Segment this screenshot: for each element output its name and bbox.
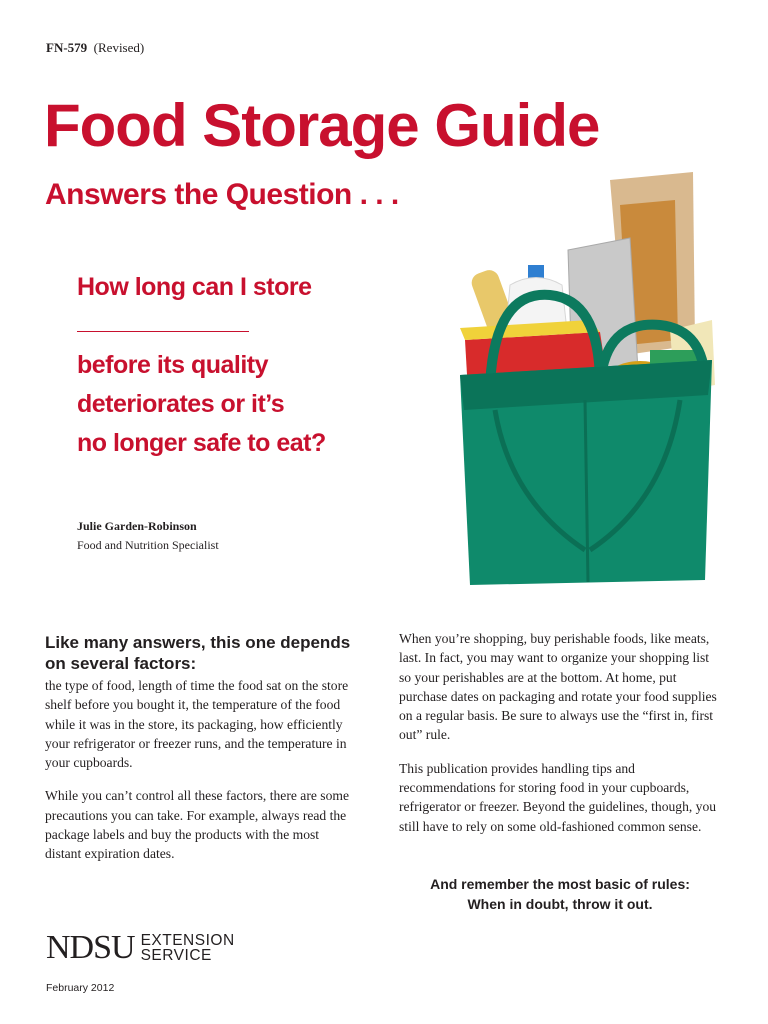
question-line-2: before its quality [77,351,269,379]
right-column-paragraph-1: When you’re shopping, buy perishable foods, like meats, last. In fact, you may want to organize your shopping list so your perishables are at the bottom. At home, put purchase dates on packaging and rotate your food supplies on a regular basis. Be sure to always use the “first in, first out” rule. [399,631,717,743]
question-line-4: no longer safe to eat? [77,429,326,457]
right-column-paragraph-2: This publication provides handling tips and recommendations for storing food in your cupboards, refrigerator or freezer. Beyond the guidelines, though, you still have to rely on some old-fashioned common sense. [399,760,717,834]
logo-line-1: EXTENSION [140,932,235,949]
right-column [399,629,721,850]
question-line-3: deteriorates or it’s [77,390,285,418]
basic-rule-callout [399,874,721,914]
author-block [77,517,219,555]
basic-rule-line-2: When in doubt, throw it out. [467,896,653,912]
page-subtitle: Answers the Question . . . [45,178,399,211]
publication-date: February 2012 [46,982,115,994]
page-title: Food Storage Guide [44,92,600,159]
question-line-1: How long can I store [77,273,312,301]
left-column-paragraph-1: the type of food, length of time the food sat on the store shelf before you bought it, the temperature of the food while it was in the store, its packaging, how efficiently your refrigerator or freezer runs, and the temperature in your cupboards. [45,678,349,771]
left-column-lead: Like many answers, this one depends on several factors: [45,633,351,673]
author-role: Food and Nutrition Specialist [77,538,219,552]
logo-mark: NDSU [46,929,135,966]
logo-wordmark [141,933,235,963]
question-block [77,268,377,463]
fill-in-blank-line [77,331,249,332]
ndsu-extension-logo [46,931,235,965]
publication-note: (Revised) [93,40,145,55]
grocery-bag-illustration [450,170,720,590]
publication-number: FN-579 [46,40,88,55]
logo-line-2: SERVICE [140,947,212,964]
left-column-paragraph-2: While you can’t control all these factors, there are some precautions you can take. For example, always read the package labels and buy the products with the most distant expiration dates. [45,788,349,862]
left-column [45,632,357,878]
basic-rule-line-1: And remember the most basic of rules: [430,876,690,892]
publication-id [46,40,144,56]
author-name: Julie Garden-Robinson [77,519,197,533]
